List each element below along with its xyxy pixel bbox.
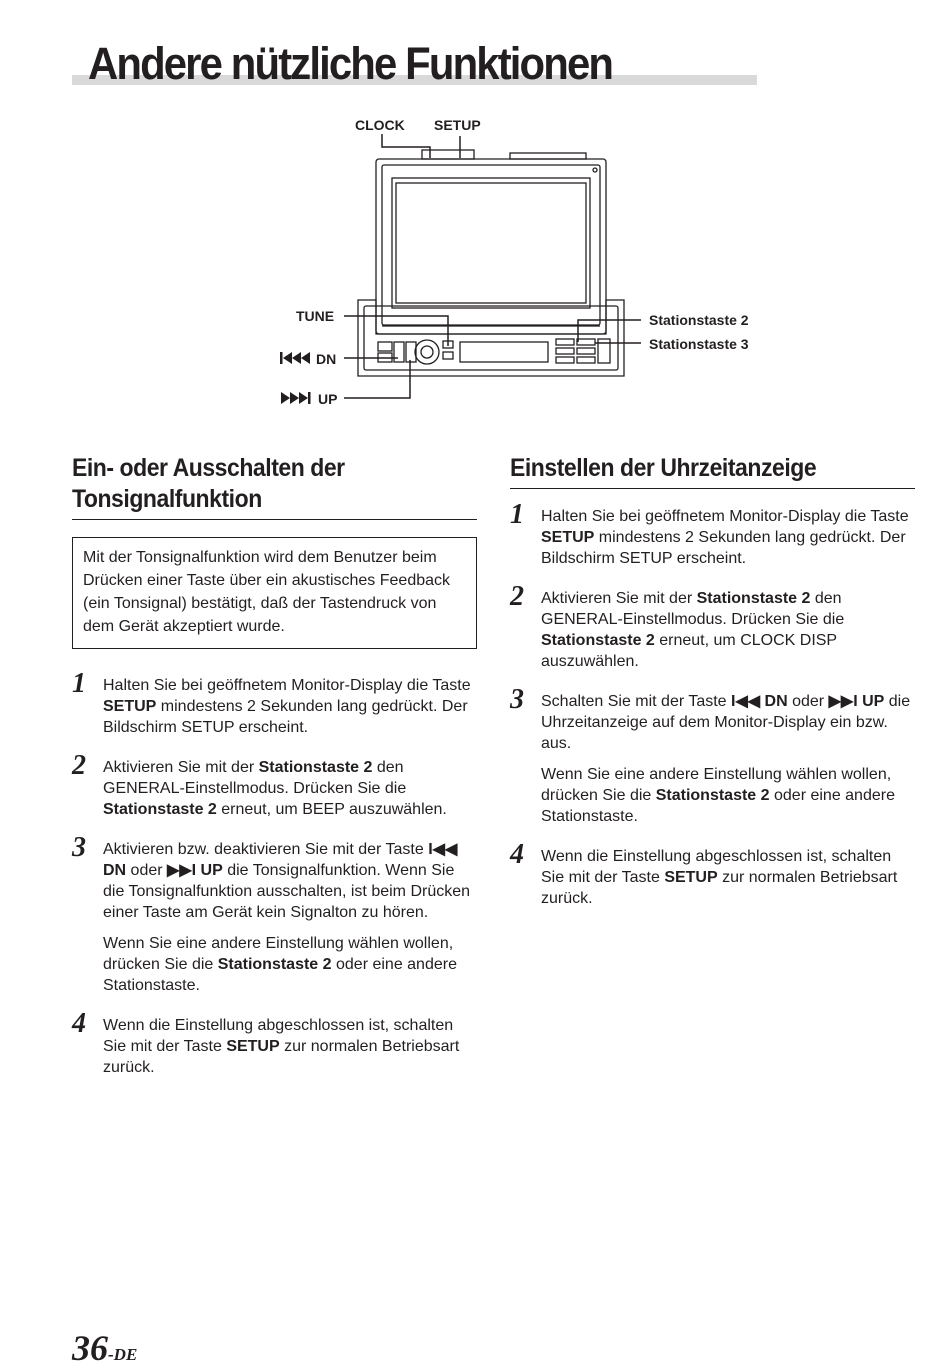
- up-label: UP: [318, 391, 338, 407]
- next-track-icon: [281, 392, 311, 404]
- page-number: 36-DE: [72, 1328, 138, 1368]
- step-4: 4 Wenn die Einstellung abgeschlossen ist, schalten Sie mit der Taste SETUP zur normalen Betriebsart zurück.: [72, 1008, 460, 1076]
- step-3: 3 Schalten Sie mit der Taste I◀◀ DN oder ▶▶I UP die Uhrzeitanzeige auf dem Monitor-Display ein bzw. aus. Wenn Sie eine andere Einstellung wählen wollen, drücken Sie die Stationstaste 2 oder eine andere Stationstaste.: [510, 684, 911, 825]
- step-4: 4 Wenn die Einstellung abgeschlossen ist, schalten Sie mit der Taste SETUP zur normalen Betriebsart zurück.: [510, 839, 898, 907]
- prev-track-icon: [280, 352, 310, 364]
- prev-track-icon: I◀◀: [428, 841, 458, 858]
- step-3: 3 Aktivieren bzw. deaktivieren Sie mit der Taste I◀◀ DN oder ▶▶I UP die Tonsignalfunktion. Wenn Sie die Tonsignalfunktion ausschalten, ist beim Drücken einer Taste am Gerät kein Signalton zu hören. Wenn Sie eine andere Einstellung wählen wollen, drücken Sie die Stationstaste 2 oder eine andere Stationstaste.: [72, 832, 471, 994]
- dn-label: DN: [316, 351, 337, 367]
- beep-section-heading: Ein- oder Ausschalten der Tonsignalfunktion: [72, 453, 477, 520]
- beep-info-box: Mit der Tonsignalfunktion wird dem Benutzer beim Drücken einer Taste über ein akustisches Feedback (ein Tonsignal) bestätigt, daß der Tastendruck von dem Gerät akzeptiert wurde.: [72, 537, 477, 649]
- step-2: 2 Aktivieren Sie mit der Stationstaste 2 den GENERAL-Einstellmodus. Drücken Sie die Stationstaste 2 erneut, um CLOCK DISP auszuwählen.: [510, 581, 845, 670]
- next-track-icon: ▶▶I: [167, 862, 197, 879]
- device-diagram: [0, 0, 950, 420]
- setup-label: SETUP: [434, 117, 481, 133]
- page-title: Andere nützliche Funktionen: [88, 38, 613, 89]
- station3-label: Stationstaste 3: [649, 336, 749, 352]
- clock-section: [510, 453, 915, 928]
- station2-label: Stationstaste 2: [649, 312, 749, 328]
- step-1: 1 Halten Sie bei geöffnetem Monitor-Display die Taste SETUP mindestens 2 Sekunden lang gedrückt. Der Bildschirm SETUP erscheint.: [72, 668, 471, 736]
- next-track-icon: ▶▶I: [828, 693, 858, 710]
- prev-track-icon: I◀◀: [731, 693, 761, 710]
- beep-section: [72, 453, 477, 1097]
- step-2: 2 Aktivieren Sie mit der Stationstaste 2 den GENERAL-Einstellmodus. Drücken Sie die Stationstaste 2 erneut, um BEEP auszuwählen.: [72, 750, 447, 818]
- clock-section-heading: Einstellen der Uhrzeitanzeige: [510, 453, 915, 489]
- step-1: 1 Halten Sie bei geöffnetem Monitor-Display die Taste SETUP mindestens 2 Sekunden lang gedrückt. Der Bildschirm SETUP erscheint.: [510, 499, 909, 567]
- clock-label: CLOCK: [355, 117, 405, 133]
- tune-label: TUNE: [296, 308, 335, 324]
